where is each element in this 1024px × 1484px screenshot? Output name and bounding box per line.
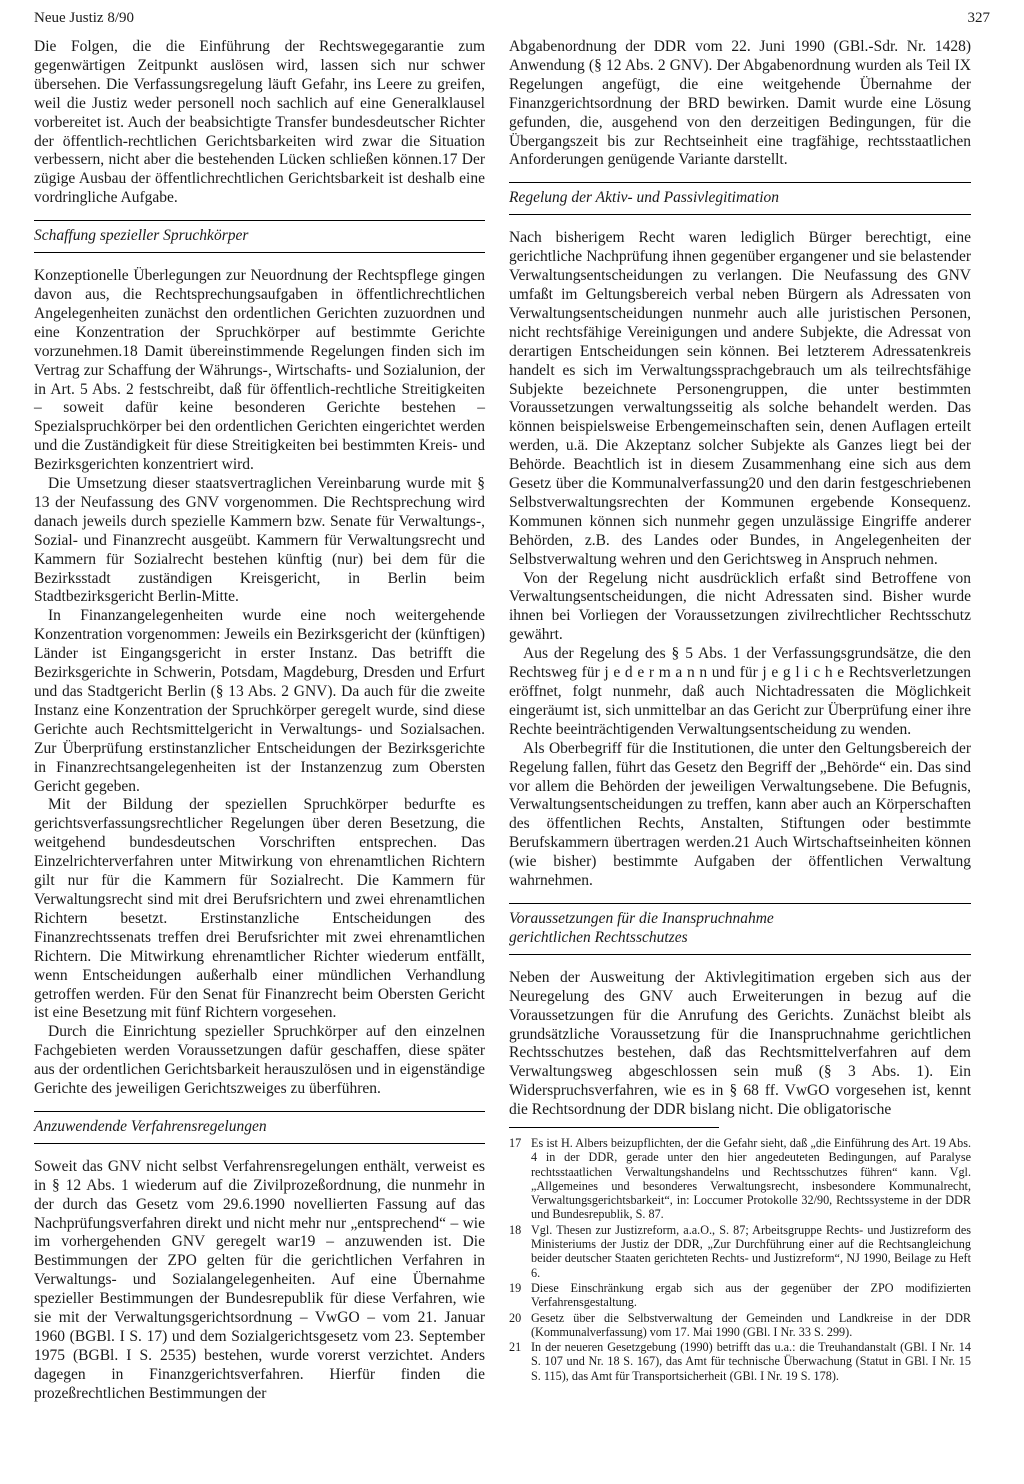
journal-title: Neue Justiz 8/90 bbox=[34, 10, 134, 26]
footnote-text: Diese Einschränkung ergab sich aus der gegenüber der ZPO modifizierten Verfahrensgestaltung. bbox=[531, 1280, 971, 1310]
section-heading-line: gerichtlichen Rechtsschutzes bbox=[509, 928, 688, 946]
body-paragraph: Soweit das GNV nicht selbst Verfahrensregelungen enthält, verweist es in § 12 Abs. 1 wiederum auf die Zivilprozeßordnung, die nunmehr in der durch das Gesetz vom 29.6.1990 novellierten Fassung auf das Nachprüfungsverfahren direkt und nicht mehr nur „entsprechend“ – wie im vorhergehenden GNV geregelt war19 – anzuwenden ist. Die Bestimmungen der ZPO gelten für die gerichtlichen Verfahren in Verwaltungs- und Sozialangelegenheiten. Auf eine Übernahme spezieller Bestimmungen der Bundesrepublik für diese Verfahren, wie sie mit der Verwaltungsgerichtsordnung – VwGO – vom 21. Januar 1960 (BGBl. I S. 17) und dem Sozialgerichtsgesetz vom 23. September 1975 (BGBl. I S. 2535) bestehen, wurde vorerst verzichtet. Anders dagegen in Finanzgerichtsverfahren. Hierfür finden die prozeßrechtlichen Bestimmungen der bbox=[34, 1157, 485, 1402]
footnote bbox=[509, 1136, 971, 1222]
section-rule bbox=[509, 903, 971, 904]
footnote-text: Es ist H. Albers beizupflichten, der die Gefahr sieht, daß „die Einführung des Art. 19 Abs. 4 in der DDR, gerade unter den hier angedeuteten Bedingungen, auf Paralyse rechtsstaatlichen Verwaltungshandelns und Rechtsschutzes führen“ kann. Vgl. „Allgemeines und besonderes Verwaltungsrecht, insbesondere Kommunalrecht, Verwaltungsgerichtsbarkeit“, in: Loccumer Protokolle 32/90, Rechtssysteme in der DDR und Bundesrepublik, S. 87. bbox=[531, 1136, 971, 1222]
footnote-rule bbox=[509, 1127, 719, 1128]
section-heading-line: Voraussetzungen für die Inanspruchnahme bbox=[509, 909, 774, 927]
footnote bbox=[509, 1340, 971, 1383]
body-paragraph: Nach bisherigem Recht waren lediglich Bürger berechtigt, eine gerichtliche Nachprüfung ihnen gegenüber ergangener und sie belastender Verwaltungsentscheidungen zu verlangen. Die Neufassung des GNV umfaßt im Geltungsbereich verbal neben Bürgern als Adressaten von Verwaltungsentscheidungen nunmehr auch alle juristischen Personen, nicht rechtsfähige Vereinigungen und andere Subjekte, die Adressat von derartigen Entscheidungen sein können. Bei letzterem Adressatenkreis handelt es sich im Verwaltungssprachgebrauch um als teilrechtsfähige Subjekte bezeichnete Personengruppen, die unter bestimmten Voraussetzungen verwaltungsseitig als solche behandelt werden. Das können beispielsweise Erbengemeinschaften sein, denen Auflagen erteilt werden, u.ä. Die Akzeptanz solcher Subjekte als Ganzes liegt bei der Behörde. Beachtlich ist in diesem Zusammenhang eine sich aus dem Gesetz über die Kommunalverfassung20 und den darin festgeschriebenen Selbstverwaltungsrechten der Kommunen ergebende Konsequenz. Kommunen können sich nunmehr gegen unzulässige Eingriffe anderer Behörden, z.B. des Landes oder Bundes, in Angelegenheiten der Selbstverwaltung wehren und den Gerichtsweg in Anspruch nehmen. bbox=[509, 229, 971, 568]
footnote-number: 17 bbox=[509, 1136, 522, 1150]
body-paragraph: Durch die Einrichtung spezieller Spruchkörper auf den einzelnen Fachgebieten werden Voraussetzungen dafür geschaffen, diese später aus der ordentlichen Gerichtsbarkeit herauszulösen und in eigenständige Gerichte des jeweiligen Gerichtszweiges zu überführen. bbox=[34, 1023, 485, 1098]
footnote-number: 20 bbox=[509, 1310, 522, 1325]
footnote bbox=[509, 1223, 971, 1280]
footnote-text: Gesetz über die Selbstverwaltung der Gemeinden und Landkreise in der DDR (Kommunalverfassung) vom 17. Mai 1990 (GBl. I Nr. 33 S. 299). bbox=[531, 1310, 971, 1339]
body-paragraph: Von der Regelung nicht ausdrücklich erfaßt sind Betroffene von Verwaltungsentscheidungen, die nicht Adressaten sind. Bisher wurde ihnen bei Vorliegen der Voraussetzungen zivilrechtlicher Rechtsschutz gewährt. bbox=[509, 569, 971, 644]
footnote-number: 19 bbox=[509, 1280, 522, 1295]
intro-paragraph-left: Die Folgen, die die Einführung der Rechtswegegarantie zum gegenwärtigen Zeitpunkt auslösen wird, lassen sich nur schwer übersehen. Die Verfassungsregelung läuft Gefahr, ins Leere zu greifen, weil die Justiz weder personell noch sachlich auf eine Generalklausel vorbereitet ist. Auch der beabsichtigte Transfer bundesdeutscher Richter der öffentlich-rechtlichen Gerichtsbarkeiten wird zwar die Situation verbessern, nicht aber die bestehenden Lücken schließen können.17 Der zügige Ausbau der öffentlichrechtlichen Gerichtsbarkeit ist deshalb eine vordringliche Aufgabe. bbox=[34, 38, 485, 207]
section-rule bbox=[34, 1111, 485, 1112]
section-rule bbox=[509, 182, 971, 183]
left-column bbox=[34, 38, 485, 1404]
body-paragraph: Als Oberbegriff für die Institutionen, die unter den Geltungsbereich der Regelung fallen, führt das Gesetz den Begriff der „Behörde“ ein. Das sind vor allem die Behörden der jeweiligen Verwaltungsebene. Die Befugnis, Verwaltungsentscheidungen zu treffen, kann aber auch an Körperschaften des öffentlichen Rechts, Anstalten, Stiftungen oder bestimmte Berufskammern übertragen werden.21 Auch Wirtschaftseinheiten können (wie bisher) bestimmte Aufgaben der öffentlichen Verwaltung wahrnehmen. bbox=[509, 739, 971, 890]
body-paragraph: Die Umsetzung dieser staatsvertraglichen Vereinbarung wurde mit § 13 der Neufassung des GNV vorgenommen. Die Rechtsprechung wird danach jeweils durch spezielle Kammern bzw. Senate für Verwaltungs-, Sozial- und Finanzrecht ausgeübt. Kammern für Verwaltungsrecht und Kammern für Sozialrecht bestehen künftig (nur) bei dem für die Bezirksstadt zuständigen Kreisgericht, in Berlin beim Stadtbezirksgericht Berlin-Mitte. bbox=[34, 475, 485, 606]
section-rule bbox=[34, 220, 485, 221]
page-number: 327 bbox=[967, 10, 990, 26]
footnote-number: 21 bbox=[509, 1340, 522, 1355]
footnote bbox=[509, 1281, 971, 1310]
body-paragraph: Aus der Regelung des § 5 Abs. 1 der Verfassungsgrundsätze, die den Rechtsweg für j e d e r m a n n und für j e g l i c h e Rechtsverletzungen eröffnet, folgt nunmehr, daß auch Nichtadressaten die Möglichkeit eingeräumt ist, sich unmittelbar an das Gericht zur Überprüfung einer ihre Rechte beeinträchtigenden Verwaltungsentscheidung zu wenden. bbox=[509, 645, 971, 738]
section-heading bbox=[509, 910, 971, 955]
body-paragraph: Neben der Ausweitung der Aktivlegitimation ergeben sich aus der Neuregelung des GNV auch Erweiterungen in bezug auf die Voraussetzungen für die Anrufung des Gerichts. Zunächst bleibt als grundsätzliche Voraussetzung für die Inanspruchnahme gerichtlichen Rechtsschutzes bestehen, daß das Rechtsmittelverfahren auf dem Verwaltungsweg abgeschlossen sein muß (§ 3 Abs. 1). Ein Widerspruchsverfahren, wie es in § 68 ff. VwGO vorgesehen ist, kennt die Rechtsordnung der DDR bislang nicht. Die obligatorische bbox=[509, 968, 971, 1119]
footnote-text: In der neueren Gesetzgebung (1990) betrifft das u.a.: die Treuhandanstalt (GBl. I Nr. 14 S. 107 und Nr. 18 S. 167), das Amt für technische Überwachung (Statut in GBl. I Nr. 15 S. 115), das Amt für Transportsicherheit (GBl. I Nr. 19 S. 178). bbox=[531, 1340, 971, 1383]
right-column bbox=[509, 38, 971, 1120]
section-heading: Regelung der Aktiv- und Passivlegitimation bbox=[509, 189, 971, 215]
footnote-text: Vgl. Thesen zur Justizreform, a.a.O., S. 87; Arbeitsgruppe Rechts- und Justizreform des Ministeriums der Justiz der DDR, „Zur Durchführung einer auf die Rechtsangleichung beider deutscher Staaten gerichteten Rechts- und Justizreform“, NJ 1990, Beilage zu Heft 6. bbox=[531, 1222, 971, 1280]
body-paragraph: In Finanzangelegenheiten wurde eine noch weitergehende Konzentration vorgenommen: Jeweils ein Bezirksgericht der (künftigen) Länder ist Eingangsgericht in erster Instanz. Das betrifft die Bezirksgerichte in Schwerin, Potsdam, Magdeburg, Dresden und Erfurt und das Stadtgericht Berlin (§ 13 Abs. 2 GNV). Da auch für die zweite Instanz eine Konzentration der Spruchkörper geregelt wurde, sind diese Gerichte auch Rechtsmittelgericht in Verwaltungs- und Sozialsachen. Zur Überprüfung erstinstanzlicher Entscheidungen der Bezirksgerichte in Finanzrechtsangelegenheiten ist der Instanzenzug zum Obersten Gericht gegeben. bbox=[34, 607, 485, 795]
intro-paragraph-right: Abgabenordnung der DDR vom 22. Juni 1990 (GBl.-Sdr. Nr. 1428) Anwendung (§ 12 Abs. 2 GNV). Der Abgabenordnung wurden als Teil IX Regelungen angefügt, die eine weitgehende Übernahme der Finanzgerichtsordnung der BRD bewirken. Damit wurde eine Lösung gefunden, die, ausgehend von den derzeitigen Bedingungen, für die Übergangszeit bis zur Rechtseinheit eine tragfähige, rechtsstaatlichen Anforderungen genügende Variante darstellt. bbox=[509, 38, 971, 169]
footnote bbox=[509, 1311, 971, 1340]
footnote-number: 18 bbox=[509, 1222, 522, 1237]
section-heading: Anzuwendende Verfahrensregelungen bbox=[34, 1118, 485, 1144]
body-paragraph: Konzeptionelle Überlegungen zur Neuordnung der Rechtspflege gingen davon aus, die Rechtsprechungsaufgaben in öffentlichrechtlichen Angelegenheiten zunächst den ordentlichen Gerichten zuzuordnen und eine Konzentration der Spruchkörper auf bestimmte Gerichte vorzunehmen.18 Damit übereinstimmende Regelungen finden sich im Vertrag zur Schaffung der Währungs-, Wirtschafts- und Sozialunion, der in Art. 5 Abs. 2 festschreibt, daß für öffentlich-rechtliche Streitigkeiten – soweit dafür keine besonderen Gerichte bestehen – Spezialspruchkörper bei den ordentlichen Gerichten eingerichtet werden und die Zuständigkeit für diese Streitigkeiten bei bestimmten Kreis- und Bezirksgerichten konzentriert wird. bbox=[34, 267, 485, 474]
body-paragraph: Mit der Bildung der speziellen Spruchkörper bedurfte es gerichtsverfassungsrechtlicher Regelungen über deren Besetzung, die weitgehend bundesdeutschen Vorschriften entsprechen. Das Einzelrichterverfahren unter Mitwirkung von ehrenamtlichen Richtern gilt nur für die Kammern für Sozialrecht. Die Kammern für Verwaltungsrecht sind mit drei Berufsrichtern und zwei ehrenamtlichen Richtern besetzt. Erstinstanzliche Entscheidungen des Finanzrechtssenats treffen drei Berufsrichter mit zwei ehrenamtlichen Richtern. Die Mitwirkung ehrenamtlicher Richter wiederum entfällt, wenn Entscheidungen außerhalb einer mündlichen Verhandlung getroffen werden. Für den Senat für Finanzrecht beim Obersten Gericht ist eine Besetzung mit fünf Richtern vorgesehen. bbox=[34, 796, 485, 1022]
page-header bbox=[34, 10, 990, 34]
footnotes bbox=[509, 1127, 971, 1384]
section-heading: Schaffung spezieller Spruchkörper bbox=[34, 227, 485, 253]
